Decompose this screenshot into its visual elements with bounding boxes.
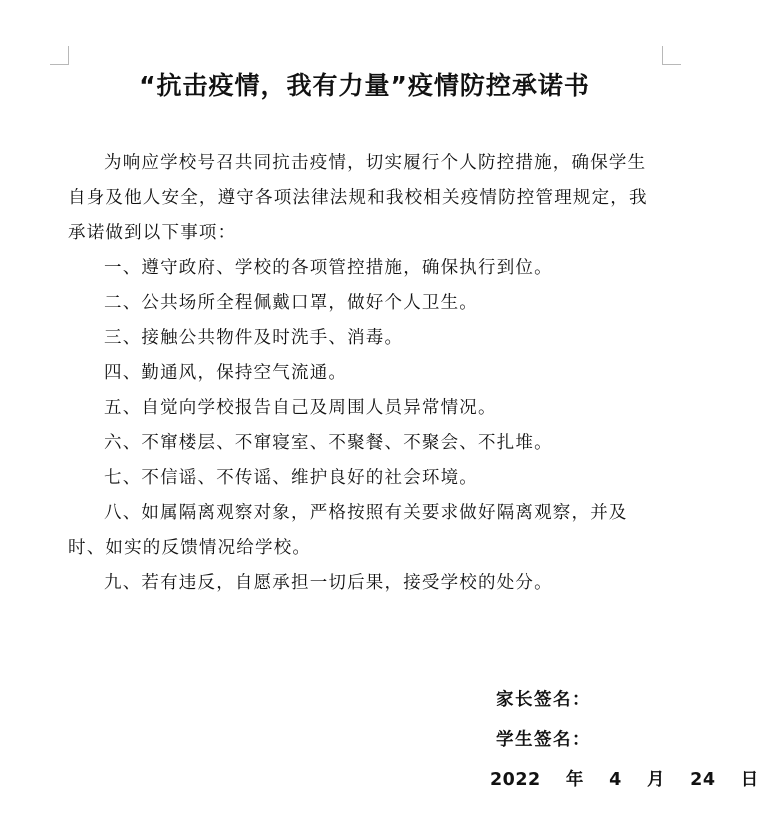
crop-mark-top-right — [662, 46, 681, 65]
commitment-item-2: 二、公共场所全程佩戴口罩，做好个人卫生。 — [104, 293, 478, 313]
student-signature-label: 学生签名： — [496, 730, 591, 750]
document-body — [68, 146, 662, 601]
date-month: 4 — [609, 770, 622, 790]
date-year-unit: 年 — [565, 770, 584, 790]
intro-paragraph: 为响应学校号召共同抗击疫情，切实履行个人防控措施，确保学生自身及他人安全，遵守各项法律法规和我校相关疫情防控管理规定，我承诺做到以下事项： — [68, 153, 648, 243]
commitment-item-1: 一、遵守政府、学校的各项管控措施，确保执行到位。 — [104, 258, 553, 278]
commitment-item-7: 七、不信谣、不传谣、维护良好的社会环境。 — [104, 468, 478, 488]
commitment-item-6: 六、不窜楼层、不窜寝室、不聚餐、不聚会、不扎堆。 — [104, 433, 553, 453]
commitment-item-8: 八、如属隔离观察对象，严格按照有关要求做好隔离观察，并及时、如实的反馈情况给学校。 — [68, 503, 628, 558]
document-title: “抗击疫情，我有力量”疫情防控承诺书 — [139, 71, 590, 100]
commitment-item-4: 四、勤通风，保持空气流通。 — [104, 363, 348, 383]
date-day-unit: 日 — [740, 770, 759, 790]
date-year: 2022 — [490, 770, 541, 790]
commitment-item-3: 三、接触公共物件及时洗手、消毒。 — [104, 328, 404, 348]
commitment-item-9: 九、若有违反，自愿承担一切后果，接受学校的处分。 — [104, 573, 553, 593]
signature-date — [490, 766, 759, 791]
date-month-unit: 月 — [646, 770, 665, 790]
parent-signature-label: 家长签名： — [496, 690, 591, 710]
commitment-item-5: 五、自觉向学校报告自己及周围人员异常情况。 — [104, 398, 497, 418]
crop-mark-top-left — [50, 46, 69, 65]
date-day: 24 — [690, 770, 716, 790]
